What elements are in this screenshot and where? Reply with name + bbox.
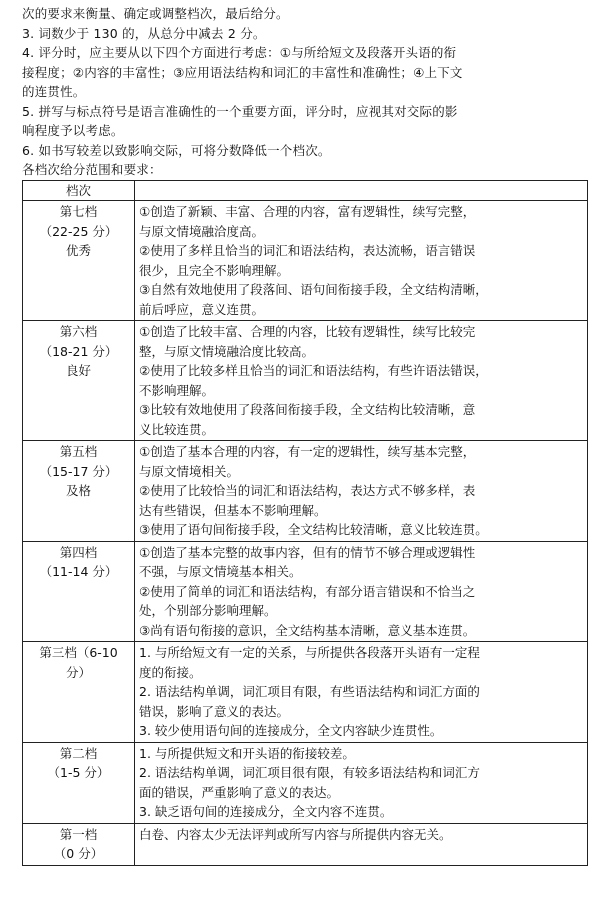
table-row [23,642,588,743]
level-cell [23,742,135,823]
requirement-cell [135,541,588,642]
requirement-line: 不强，与原文情境基本相关。 [139,564,302,579]
requirement-cell [135,823,588,865]
table-row [23,321,588,441]
requirement-line: ①创造了基本合理的内容，有一定的逻辑性，续写基本完整， [139,444,476,459]
requirement-line: ②使用了比较多样且恰当的词汇和语法结构，有些许语法错误， [139,363,488,378]
intro-text [22,4,592,180]
requirement-line: 度的衔接。 [139,664,202,680]
requirement-line: ②使用了比较恰当的词汇和语法结构，表达方式不够多样，表 [139,483,476,498]
level-label: （0 分） [53,846,104,861]
level-cell [23,441,135,542]
intro-line: 6. 如书写较差以致影响交际，可将分数降低一个档次。 [22,142,331,158]
grading-table [22,180,588,866]
requirement-line: 面的错误，严重影响了意义的表达。 [139,784,340,800]
intro-line: 5. 拼写与标点符号是语言准确性的一个重要方面，评分时，应视其对交际的影 [22,103,458,119]
table-row [23,823,588,865]
header-level-cell: 档次 [23,180,135,201]
table-header-row [23,180,588,201]
level-label: （22-25 分） [39,223,118,239]
level-label: （15-17 分） [39,463,118,479]
level-cell [23,541,135,642]
level-label: （11-14 分） [39,564,118,579]
level-label: 第二档 [59,745,98,761]
requirement-line: 不影响理解。 [139,382,215,398]
requirement-line: ③自然有效地使用了段落间、语句间衔接手段，全文结构清晰， [139,282,488,297]
requirement-line: 1. 与所提供短文和开头语的衔接较差。 [139,745,355,761]
intro-line: 次的要求来衡量、确定或调整档次，最后给分。 [22,6,289,21]
requirement-cell [135,321,588,441]
intro-line: 各档次给分范围和要求： [22,162,162,177]
table-row [23,441,588,542]
requirement-line: 很少，且完全不影响理解。 [139,262,290,278]
level-label: 第六档 [59,324,98,339]
requirement-line: 3. 缺乏语句间的连接成分，全文内容不连贯。 [139,804,393,819]
requirement-line: 白卷、内容太少无法评判或所写内容与所提供内容无关。 [139,826,452,842]
table-row [23,742,588,823]
intro-line: 的连贯性。 [22,84,86,99]
requirement-line: ②使用了多样且恰当的词汇和语法结构，表达流畅，语言错误 [139,243,476,258]
requirement-line: 1. 与所给短文有一定的关系，与所提供各段落开头语有一定程 [139,645,480,660]
level-label: 良好 [65,363,91,378]
requirement-cell [135,201,588,321]
requirement-line: ①创造了比较丰富、合理的内容，比较有逻辑性，续写比较完 [139,324,476,339]
level-label: 第五档 [59,444,98,459]
level-cell [23,823,135,865]
requirement-line: 处，个别部分影响理解。 [139,603,277,618]
level-label: （1-5 分） [47,765,110,780]
requirement-line: ②使用了简单的词汇和语法结构，有部分语言错误和不恰当之 [139,583,476,599]
intro-line: 响程度予以考虑。 [22,123,124,138]
requirement-line: 2. 语法结构单调，词汇项目很有限，有较多语法结构和词汇方 [139,765,480,780]
level-cell [23,321,135,441]
requirement-line: 3. 较少使用语句间的连接成分，全文内容缺少连贯性。 [139,723,443,738]
requirement-line: 错误，影响了意义的表达。 [139,703,290,719]
level-label: 优秀 [65,243,91,258]
requirement-line: 义比较连贯。 [139,421,215,437]
scoring-document [22,4,592,866]
level-label: 第一档 [59,826,98,842]
requirement-line: ③尚有语句衔接的意识，全文结构基本清晰，意义基本连贯。 [139,622,476,638]
level-cell [23,201,135,321]
requirement-line: 与原文情境融洽度高。 [139,223,265,239]
header-requirement-cell [135,180,588,201]
requirement-line: 与原文情境相关。 [139,463,240,479]
table-row [23,201,588,321]
requirement-cell [135,742,588,823]
requirement-cell [135,441,588,542]
level-cell [23,642,135,743]
requirement-line: ③比较有效地使用了段落间衔接手段，全文结构比较清晰，意 [139,402,476,417]
intro-line: 3. 词数少于 130 的，从总分中减去 2 分。 [22,25,266,41]
level-label: 及格 [65,483,91,498]
requirement-line: 整，与原文情境融洽度比较高。 [139,343,315,359]
requirement-line: ③使用了语句间衔接手段，全文结构比较清晰，意义比较连贯。 [139,522,488,537]
level-label: （18-21 分） [39,343,118,359]
level-label: 第七档 [59,204,98,219]
requirement-cell [135,642,588,743]
requirement-line: 2. 语法结构单调，词汇项目有限，有些语法结构和词汇方面的 [139,684,480,699]
requirement-line: ①创造了基本完整的故事内容，但有的情节不够合理或逻辑性 [139,544,476,560]
level-label: 分） [65,664,91,680]
level-label: 第四档 [59,544,98,560]
table-row [23,541,588,642]
requirement-line: 达有些错误，但基本不影响理解。 [139,502,327,518]
requirement-line: ①创造了新颖、丰富、合理的内容，富有逻辑性，续写完整， [139,204,476,219]
intro-line: 接程度；②内容的丰富性；③应用语法结构和词汇的丰富性和准确性；④上下文 [22,64,463,80]
level-label: 第三档（6-10 [39,645,118,660]
requirement-line: 前后呼应，意义连贯。 [139,301,265,317]
intro-line: 4. 评分时，应主要从以下四个方面进行考虑：①与所给短文及段落开头语的衔 [22,45,457,60]
